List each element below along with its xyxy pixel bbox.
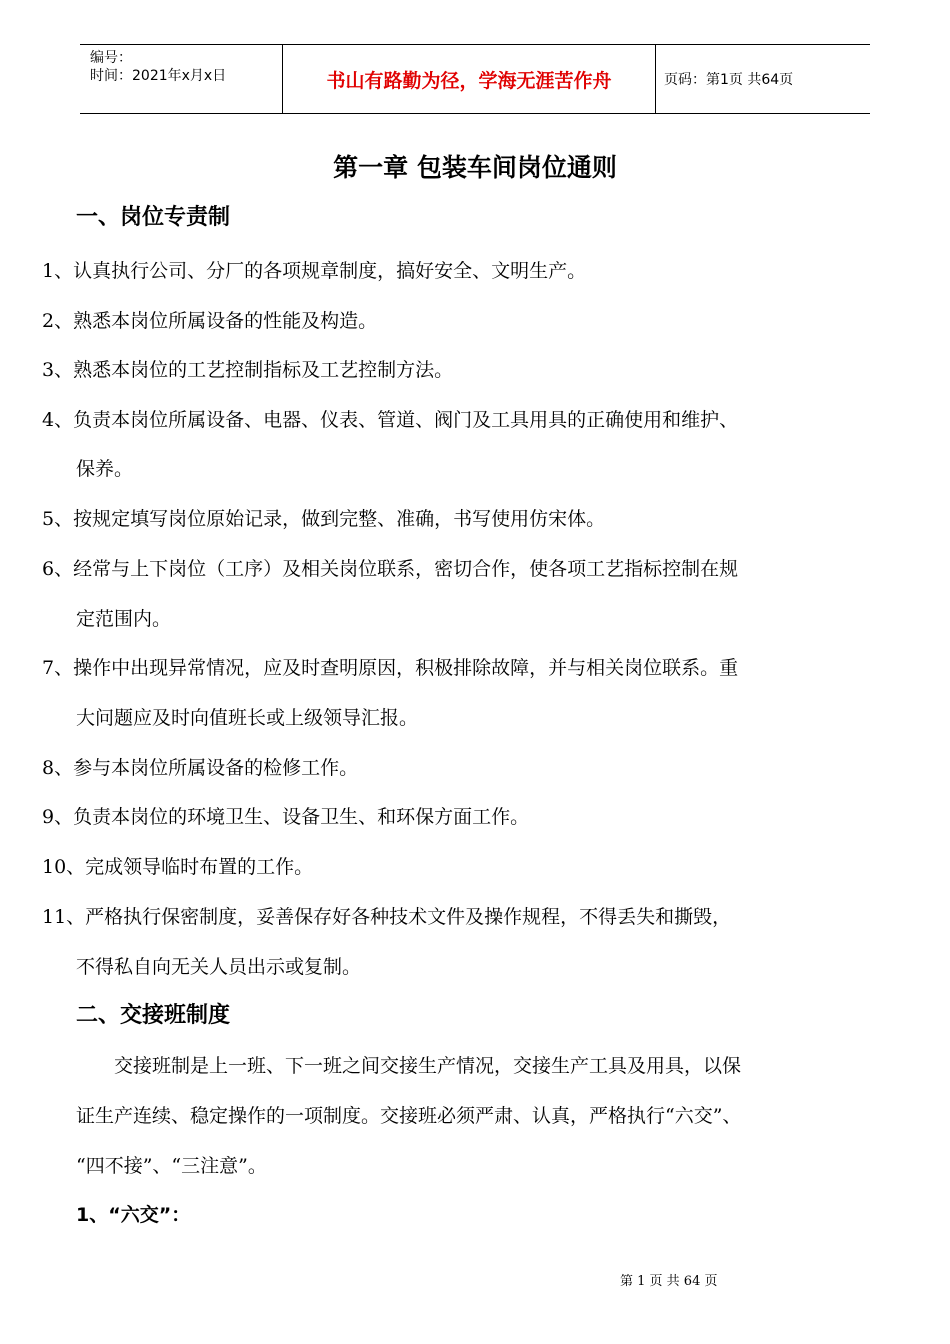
body-line: 保养。 <box>76 458 134 480</box>
time-label: 时间：2021年x月x日 <box>90 68 227 84</box>
body-line: 10、完成领导临时布置的工作。 <box>42 856 314 878</box>
body-line: 11、严格执行保密制度，妥善保存好各种技术文件及操作规程，不得丢失和撕毁， <box>42 906 732 928</box>
subsection-title: 1、“六交”： <box>76 1204 191 1226</box>
body-line: 证生产连续、稳定操作的一项制度。交接班必须严肃、认真，严格执行“六交”、 <box>76 1105 742 1127</box>
body-line: 不得私自向无关人员出示或复制。 <box>76 956 362 978</box>
body-line: 2、熟悉本岗位所属设备的性能及构造。 <box>42 310 378 332</box>
body-line: 6、经常与上下岗位（工序）及相关岗位联系，密切合作，使各项工艺指标控制在规 <box>42 558 739 580</box>
section-title-1: 一、岗位专责制 <box>76 205 231 230</box>
body-line: 8、参与本岗位所属设备的检修工作。 <box>42 757 359 779</box>
page-footer: 第 1 页 共 64 页 <box>620 1274 718 1289</box>
body-line: “四不接”、“三注意”。 <box>76 1155 267 1177</box>
body-line: 4、负责本岗位所属设备、电器、仪表、管道、阀门及工具用具的正确使用和维护、 <box>42 409 739 431</box>
header-meta <box>90 49 280 85</box>
body-line: 大问题应及时向值班长或上级领导汇报。 <box>76 707 419 729</box>
body-line: 9、负责本岗位的环境卫生、设备卫生、和环保方面工作。 <box>42 806 530 828</box>
body-line: 1、认真执行公司、分厂的各项规章制度，搞好安全、文明生产。 <box>42 260 587 282</box>
body-line: 5、按规定填写岗位原始记录，做到完整、准确，书写使用仿宋体。 <box>42 508 606 530</box>
chapter-title: 第一章 包装车间岗位通则 <box>333 153 617 182</box>
serial-label: 编号： <box>90 50 132 66</box>
body-line: 7、操作中出现异常情况，应及时查明原因，积极排除故障，并与相关岗位联系。重 <box>42 657 739 679</box>
header-motto: 书山有路勤为径，学海无涯苦作舟 <box>282 45 656 113</box>
header-page-info: 页码：第1页 共64页 <box>664 72 794 88</box>
body-line: 3、熟悉本岗位的工艺控制指标及工艺控制方法。 <box>42 359 454 381</box>
section-title-2: 二、交接班制度 <box>76 1003 231 1028</box>
body-line: 交接班制是上一班、下一班之间交接生产情况，交接生产工具及用具，以保 <box>114 1055 742 1077</box>
body-line: 定范围内。 <box>76 608 172 630</box>
page-header <box>80 44 870 114</box>
